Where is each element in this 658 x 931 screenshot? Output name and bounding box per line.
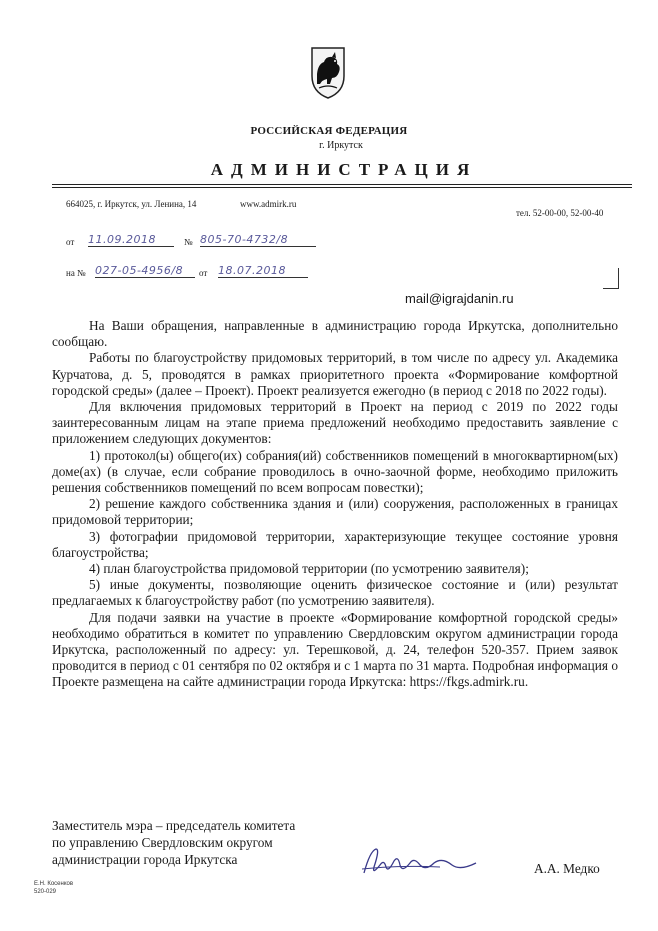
signer-position-line: по управлению Свердловским округом [52, 835, 273, 850]
executor-name: Е.Н. Косенков [34, 881, 74, 887]
header-divider [52, 184, 632, 185]
signer-position-line: администрации города Иркутска [52, 852, 238, 867]
federation-title: РОССИЙСКАЯ ФЕДЕРАЦИЯ [250, 125, 408, 137]
reply-number-label: на № [66, 268, 86, 278]
body-paragraph: Для включения придомовых территорий в Проект на период с 2019 по 2022 годы заинтересованным лицам на этапе приема предложений необходимо предоставить заявление с приложением следующих документов: [52, 399, 618, 447]
executor-phone: 520-029 [34, 889, 57, 895]
list-item-1: 1) протокол(ы) общего(их) собрания(ий) собственников помещений в многоквартирном(ых) доме(ах) (в случае, если собрание проводилось в очно-заочной форме, необходимо приложить решения собственников помещений по всем вопросам повестки); [52, 447, 618, 496]
organization-phone: тел. 52-00-00, 52-00-40 [516, 208, 604, 218]
number-label: № [184, 237, 193, 247]
organization-website: www.admirk.ru [240, 199, 297, 209]
handwritten-signature [360, 843, 480, 883]
executor-info [34, 880, 73, 896]
signer-position-line: Заместитель мэра – председатель комитета [52, 818, 296, 833]
list-item-4: 4) план благоустройства придомовой территории (по усмотрению заявителя); [89, 561, 529, 577]
letter-body [52, 318, 618, 691]
body-paragraph: Для подачи заявки на участие в проекте «Формирование комфортной городской среды» необходимо обратиться в комитет по управлению Свердловским округом администрации города Иркутска, расположенный по адресу: ул. Терешковой, д. 24, телефон 520-357. Прием заявок проводится в период с 01 сентября по 02 октября и с 1 марта по 31 марта. Подробная информация о Проекте размещена на сайте администрации города Иркутска: https://fkgs.admirk.ru. [52, 609, 618, 690]
header-divider-secondary [52, 187, 632, 188]
organization-address: 664025, г. Иркутск, ул. Ленина, 14 [66, 199, 197, 209]
date-label: от [66, 237, 75, 247]
signer-position [52, 817, 295, 868]
irkutsk-coat-of-arms-icon [308, 44, 348, 100]
reply-date-label: от [199, 268, 208, 278]
outgoing-date: 11.09.2018 [88, 233, 174, 247]
address-corner-mark [618, 268, 619, 288]
body-paragraph: Работы по благоустройству придомовых территорий, в том числе по адресу ул. Академика Курчатова, д. 5, проводятся в рамках приоритетного проекта «Формирование комфортной городской среды» (далее – Проект). Проект реализуется ежегодно (в период с 2018 по 2022 годы). [52, 350, 618, 398]
list-item-2: 2) решение каждого собственника здания и (или) сооружения, расположенных в границах придомовой территории; [52, 496, 618, 528]
city-title: г. Иркутск [319, 140, 363, 151]
recipient-email: mail@igrajdanin.ru [405, 291, 514, 306]
list-item-5: 5) иные документы, позволяющие оценить физическое состояние и (или) результат предлагаемых к благоустройству работ (по усмотрению заявителя). [52, 577, 618, 609]
address-corner-mark-horizontal [603, 288, 619, 289]
reply-number: 027-05-4956/8 [95, 264, 195, 278]
list-item-3: 3) фотографии придомовой территории, характеризующие текущее состояние уровня благоустройства; [52, 528, 618, 560]
body-paragraph: На Ваши обращения, направленные в администрацию города Иркутска, дополнительно сообщаю. [52, 318, 618, 350]
reply-date: 18.07.2018 [218, 264, 308, 278]
outgoing-number: 805-70-4732/8 [200, 233, 316, 247]
organization-title: АДМИНИСТРАЦИЯ [210, 160, 478, 179]
signer-name: А.А. Медко [534, 861, 600, 876]
